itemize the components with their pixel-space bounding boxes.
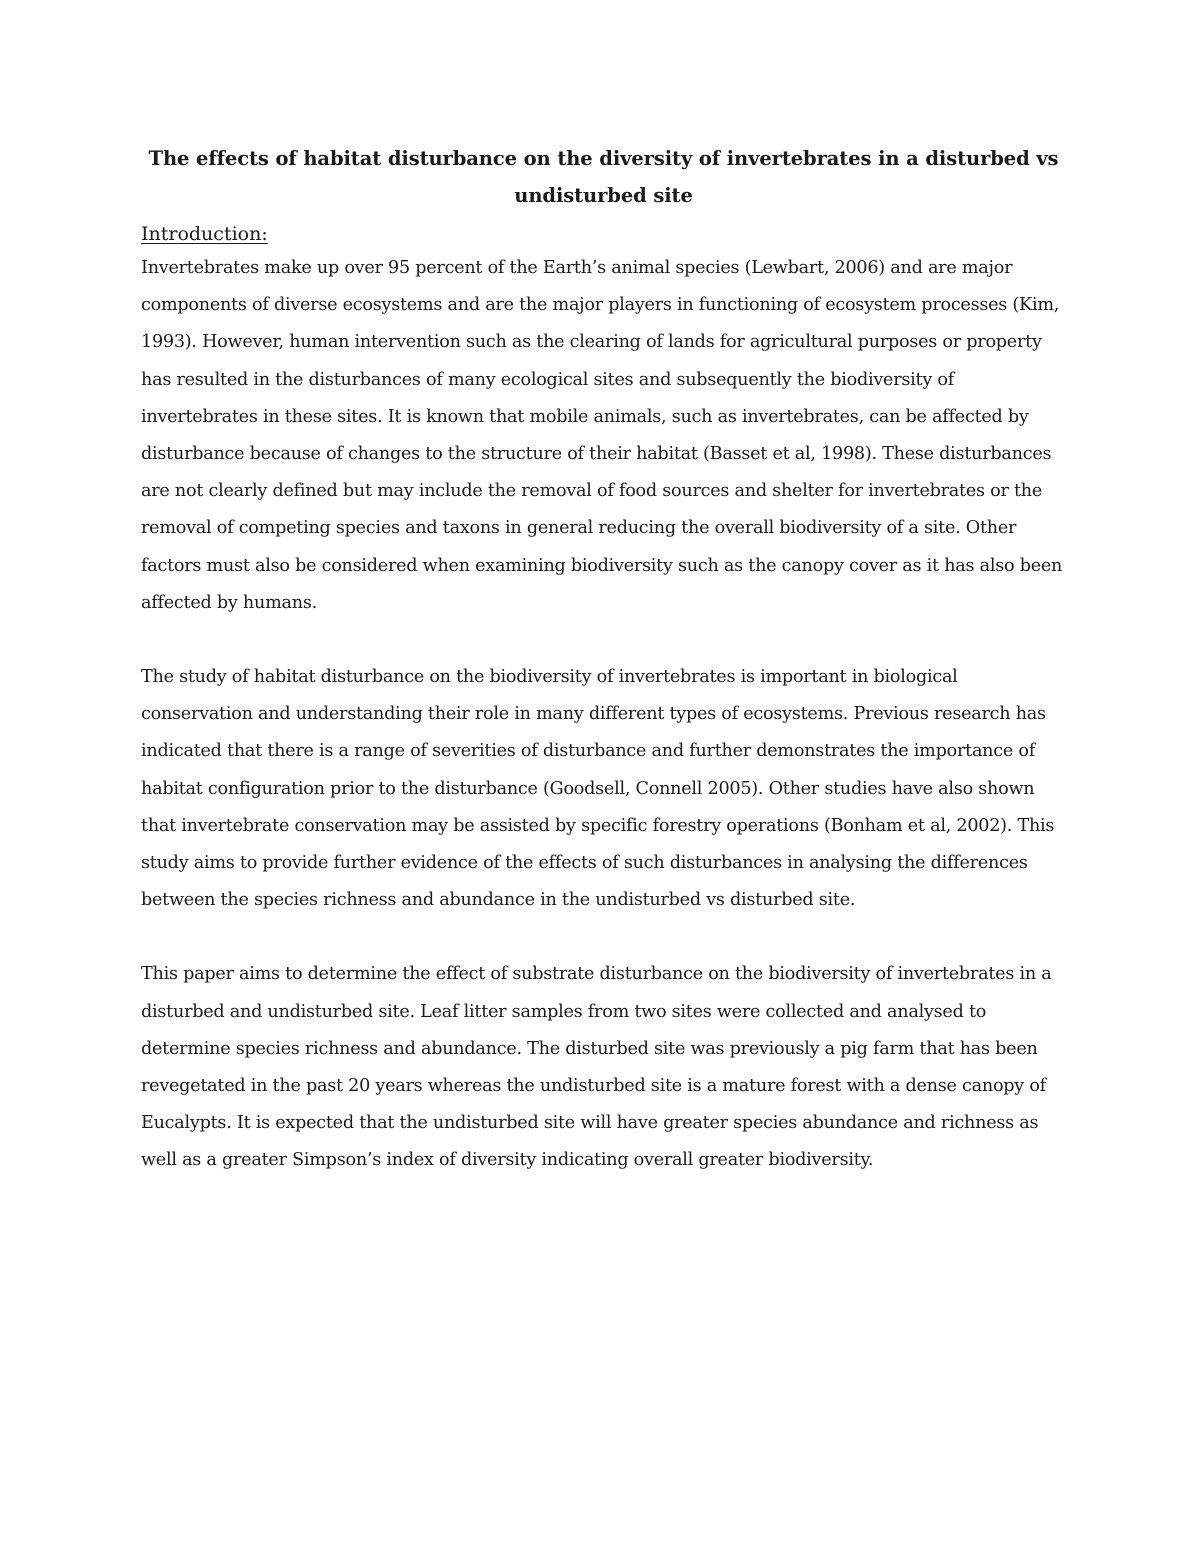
document-title: The effects of habitat disturbance on the diversity of invertebrates in a disturbed vs undisturbed site — [148, 147, 1059, 207]
paragraph: The study of habitat disturbance on the biodiversity of invertebrates is important in biological conservation and understanding their role in many different types of ecosystems. Previous research has indicated that there is a range of severities of disturbance and further demonstrates the importance of habitat configuration prior to the disturbance (Goodsell, Connell 2005). Other studies have also shown that invertebrate conservation may be assisted by specific forestry operations (Bonham et al, 2002). This study aims to provide further evidence of the effects of such disturbances in analysing the differences between the species richness and abundance in the undisturbed vs disturbed site. — [141, 667, 1055, 911]
paragraph: Invertebrates make up over 95 percent of the Earth’s animal species (Lewbart, 2006) and are major components of diverse ecosystems and are the major players in functioning of ecosystem processes (Kim, 1993). However, human intervention such as the clearing of lands for agricultural purposes or property has resulted in the disturbances of many ecological sites and subsequently the biodiversity of invertebrates in these sites. It is known that mobile animals, such as invertebrates, can be affected by disturbance because of changes to the structure of their habitat (Basset et al, 1998). These disturbances are not clearly defined but may include the removal of food sources and shelter for invertebrates or the removal of competing species and taxons in general reducing the overall biodiversity of a site. Other factors must also be considered when examining biodiversity such as the canopy cover as it has also been affected by humans. — [141, 258, 1063, 613]
section-heading-introduction: Introduction: — [141, 223, 268, 245]
paragraph-spacer — [141, 622, 1066, 659]
paragraph-spacer — [141, 919, 1066, 956]
paragraph: This paper aims to determine the effect of substrate disturbance on the biodiversity of invertebrates in a disturbed and undisturbed site. Leaf litter samples from two sites were collected and analysed to determine species richness and abundance. The disturbed site was previously a pig farm that has been revegetated in the past 20 years whereas the undisturbed site is a mature forest with a dense canopy of Eucalypts. It is expected that the undisturbed site will have greater species abundance and richness as well as a greater Simpson’s index of diversity indicating overall greater biodiversity. — [141, 964, 1052, 1171]
document-body — [141, 140, 1066, 1180]
